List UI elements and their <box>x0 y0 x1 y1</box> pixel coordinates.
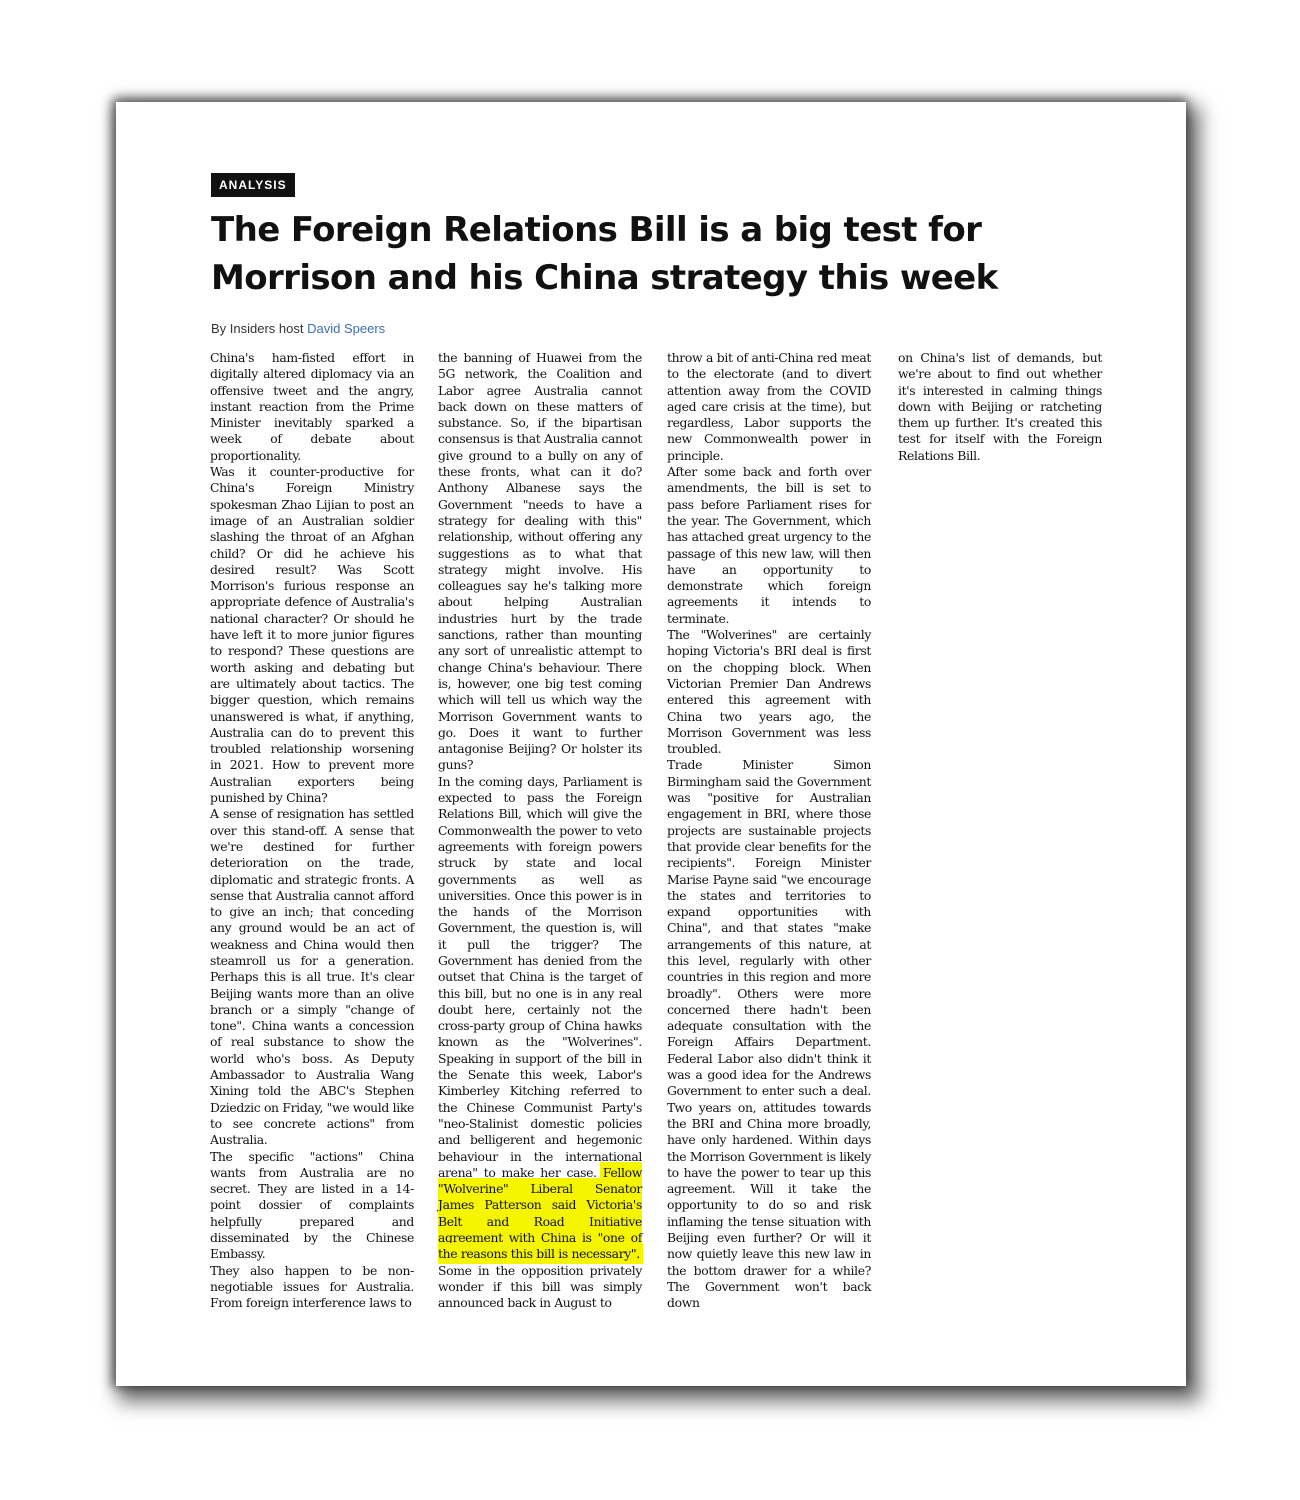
byline <box>211 321 385 336</box>
article-column-4 <box>898 350 1102 464</box>
article-column-1 <box>210 350 414 1312</box>
article-headline: The Foreign Relations Bill is a big test for Morrison and his China strategy this week <box>211 210 998 298</box>
analysis-badge: ANALYSIS <box>211 173 295 197</box>
article-column-2 <box>438 350 642 1312</box>
paragraph: Was it counter-productive for China's Foreign Ministry spokesman Zhao Lijian to post an image of an Australian soldier slashing the throat of an Afghan child? Or did he achieve his desired result? Was Scott Morrison's furious response an appropriate defence of Australia's national character? Or should he have left it to more junior figures to respond? These questions are worth asking and debating but are ultimately about tactics. The bigger question, which remains unanswered is what, if anything, Australia can do to prevent this troubled relationship worsening in 2021. How to prevent more Australian exporters being punished by China? <box>210 464 414 806</box>
author-link[interactable]: David Speers <box>307 321 386 336</box>
article-column-3 <box>667 350 871 1312</box>
paragraph-text: In the coming days, Parliament is expected to pass the Foreign Relations Bill, which will give the Commonwealth the power to veto agreements with foreign powers struck by state and local governments as well as universities. Once this power is in the hands of the Morrison Government, the question is, will it pull the trigger? The Government has denied from the outset that China is the target of this bill, but no one is in any real doubt here, certainly not the cross-party group of China hawks known as the "Wolverines". Speaking in support of the bill in the Senate this week, Labor's Kimberley Kitching referred to the Chinese Communist Party's "neo-Stalinist domestic policies and belligerent and hegemonic behaviour in the international arena" to make her case. <box>438 773 642 1180</box>
paragraph-with-highlight <box>438 774 642 1263</box>
article-page <box>116 102 1186 1386</box>
paragraph: throw a bit of anti-China red meat to the electorate (and to divert attention away from the COVID aged care crisis at the time), but regardless, Labor supports the new Commonwealth power in principle. <box>667 350 871 463</box>
paragraph: After some back and forth over amendments, the bill is set to pass before Parliament rises for the year. The Government, which has attached great urgency to the passage of this new law, will then have an opportunity to demonstrate which foreign agreements it intends to terminate. <box>667 464 871 626</box>
paragraph: The "Wolverines" are certainly hoping Victoria's BRI deal is first on the chopping block. When Victorian Premier Dan Andrews entered this agreement with China two years ago, the Morrison Government was less troubled. <box>667 627 871 757</box>
paragraph: A sense of resignation has settled over this stand-off. A sense that we're destined for further deterioration on the trade, diplomatic and strategic fronts. A sense that Australia cannot afford to give an inch; that conceding any ground would be an act of weakness and China would then steamroll us for a generation. Perhaps this is all true. It's clear Beijing wants more than an olive branch or a simply "change of tone". China wants a concession of real substance to show the world who's boss. As Deputy Ambassador to Australia Wang Xining told the ABC's Stephen Dziedzic on Friday, "we would like to see concrete actions" from Australia. <box>210 806 414 1148</box>
paragraph: They also happen to be non-negotiable issues for Australia. From foreign interference laws to <box>210 1262 414 1311</box>
byline-prefix: By Insiders host <box>211 321 308 336</box>
paragraph: Trade Minister Simon Birmingham said the Government was "positive for Australian engagement in BRI, where those projects are sustainable projects that provide clear benefits for the recipients". Foreign Minister Marise Payne said "we encourage the states and territories to expand opportunities with China", and that states "make arrangements of this nature, at this level, regularly with other countries in this region and more broadly". Others were more concerned there hadn't been adequate consultation with the Foreign Affairs Department. Federal Labor also didn't think it was a good idea for the Andrews Government to enter such a deal. Two years on, attitudes towards the BRI and China more broadly, have only hardened. Within days the Morrison Government is likely to have the power to tear up this agreement. Will it take the opportunity to do so and risk inflaming the tense situation with Beijing even further? Or will it now quietly leave this new law in the bottom drawer for a while? The Government won't back down <box>667 757 871 1311</box>
paragraph: The specific "actions" China wants from Australia are no secret. They are listed in a 14-point dossier of complaints helpfully prepared and disseminated by the Chinese Embassy. <box>210 1148 414 1262</box>
paragraph: China's ham-fisted effort in digitally altered diplomacy via an offensive tweet and the angry, instant reaction from the Prime Minister inevitably sparked a week of debate about proportionality. <box>210 350 414 463</box>
paragraph: Some in the opposition privately wonder if this bill was simply announced back in August to <box>438 1262 642 1311</box>
highlighted-quote: Fellow "Wolverine" Liberal Senator James Patterson said Victoria's Belt and Road Initiative agreement with China is "one of the reasons this bill is necessary". <box>438 1164 642 1262</box>
paragraph: the banning of Huawei from the 5G network, the Coalition and Labor agree Australia cannot back down on these matters of substance. So, if the bipartisan consensus is that Australia cannot give ground to a bully on any of these fronts, what can it do? Anthony Albanese says the Government "needs to have a strategy for dealing with this" relationship, without offering any suggestions as to what that strategy might involve. His colleagues say he's talking more about helping Australian industries hurt by the trade sanctions, rather than mounting any sort of unrealistic attempt to change China's behaviour. There is, however, one big test coming which will tell us which way the Morrison Government wants to go. Does it want to further antagonise Beijing? Or holster its guns? <box>438 350 642 773</box>
paragraph: on China's list of demands, but we're about to find out whether it's interested in calming things down with Beijing or ratcheting them up further. It's created this test for itself with the Foreign Relations Bill. <box>898 350 1102 463</box>
